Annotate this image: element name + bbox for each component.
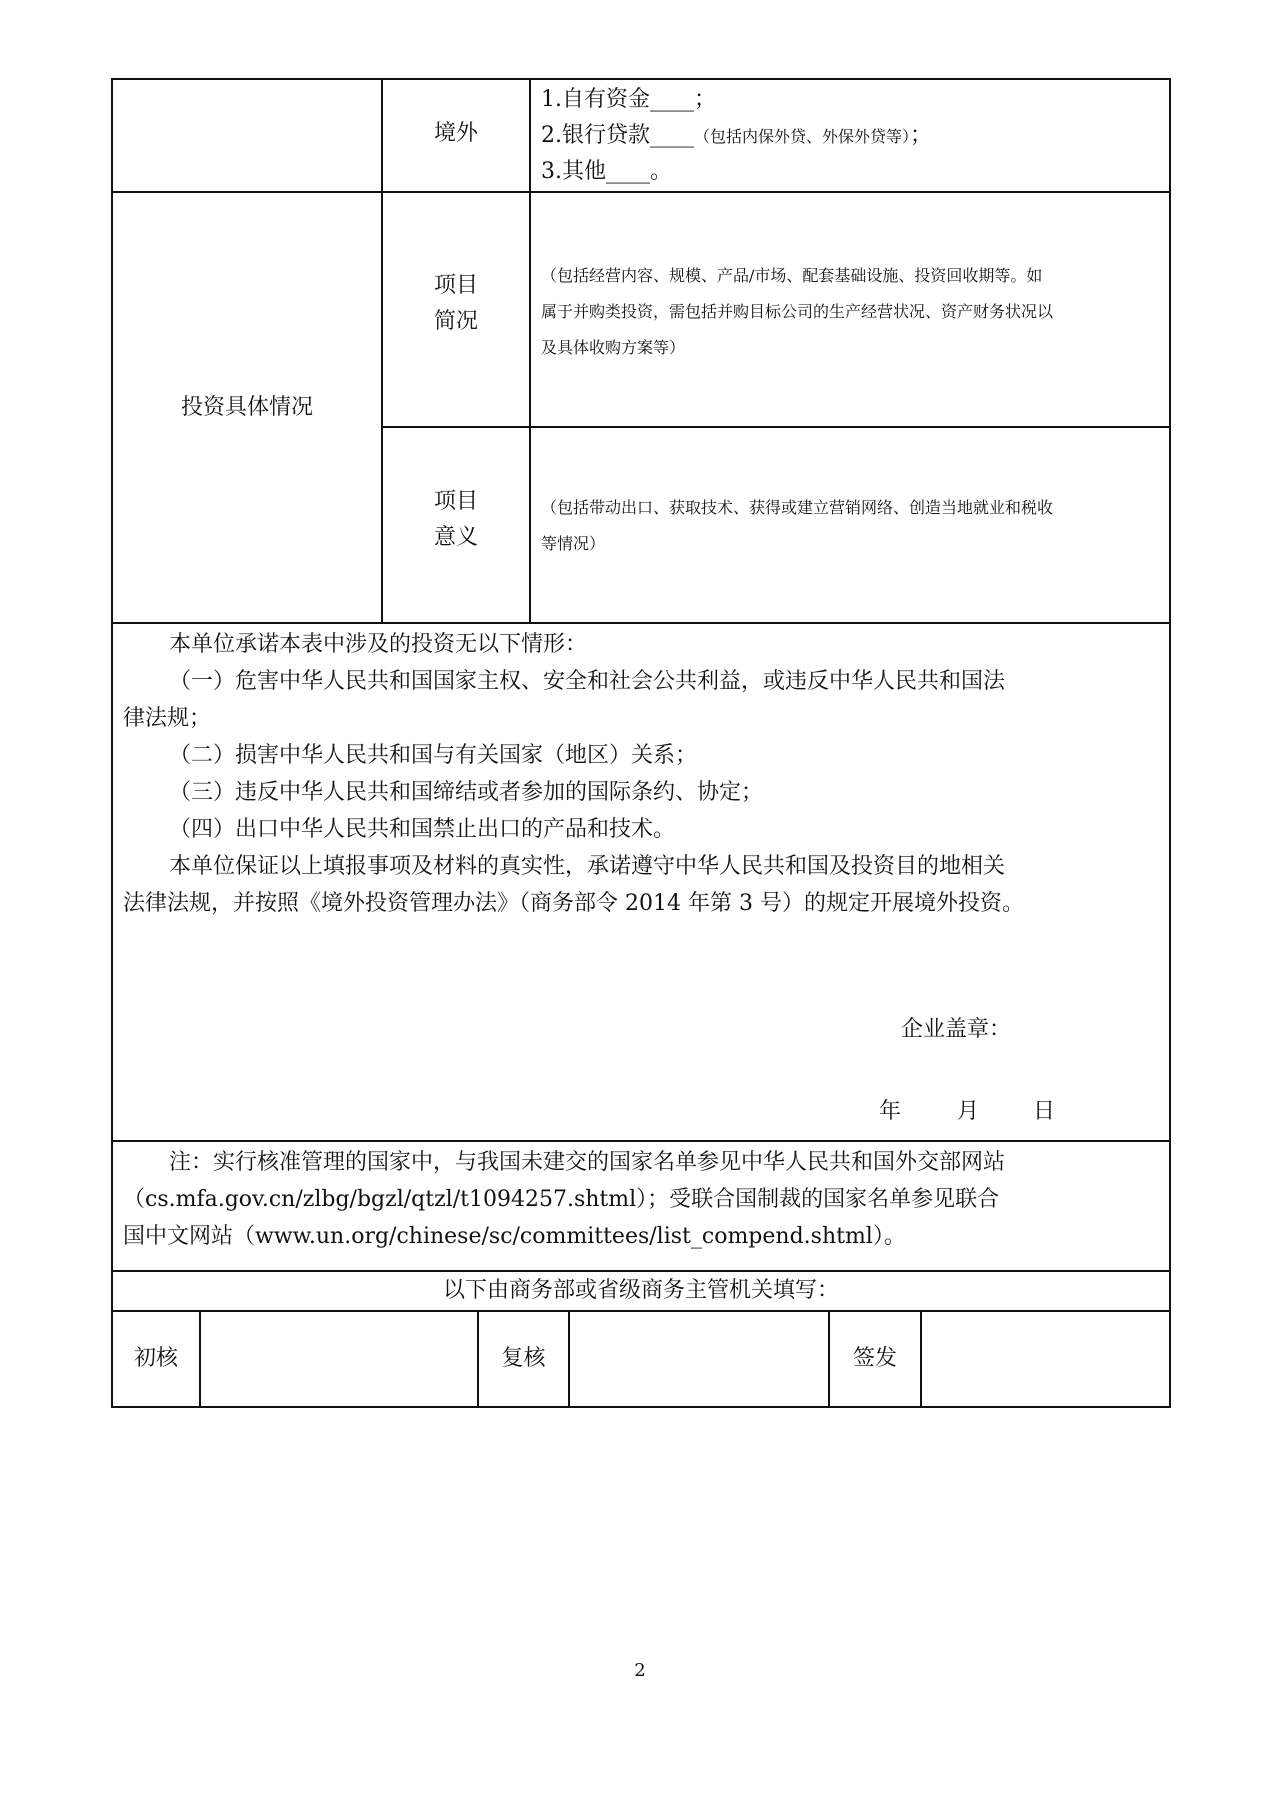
note-line-3: 国中文网站（www.un.org/chinese/sc/committees/list_compend.shtml）。 (123, 1224, 906, 1249)
date-month-label: 月 (957, 1099, 980, 1124)
row-divider (111, 1140, 1171, 1142)
commitment-item-2: （二）损害中华人民共和国与有关国家（地区）关系； (169, 743, 698, 768)
company-seal-label: 企业盖章： (901, 1017, 1012, 1042)
row-divider (381, 426, 1171, 428)
date-year-label: 年 (879, 1099, 902, 1124)
commitment-intro: 本单位承诺本表中涉及的投资无以下情形： (169, 632, 588, 657)
note-line-2: （cs.mfa.gov.cn/zlbg/bgzl/qtzl/t1094257.shtml）；受联合国制裁的国家名单参见联合 (123, 1187, 1000, 1212)
other-funds-line: 3.其他____。 (541, 159, 672, 184)
issue-field[interactable] (922, 1312, 1169, 1406)
table-border-bottom (111, 1406, 1171, 1408)
commitment-item-1-cont: 律法规； (123, 706, 212, 731)
second-review-label: 复核 (501, 1346, 546, 1371)
note-line-1: 注：实行核准管理的国家中，与我国未建交的国家名单参见中华人民共和国外交部网站 (169, 1150, 1006, 1175)
table-border-top (111, 78, 1171, 80)
column-divider (529, 78, 531, 624)
project-overview-note-3: 及具体收购方案等） (541, 338, 686, 357)
row-divider (111, 1270, 1171, 1272)
second-review-field[interactable] (570, 1312, 828, 1406)
project-overview-note-1: （包括经营内容、规模、产品/市场、配套基础设施、投资回收期等。如 (541, 266, 1043, 285)
bank-loan-line (541, 118, 932, 155)
row-divider (111, 191, 1171, 193)
project-overview-label-1: 项目 (433, 273, 478, 298)
table-border-left (111, 78, 113, 1408)
project-significance-note-2: 等情况） (541, 534, 606, 553)
bank-loan-end: ； (910, 123, 933, 148)
overseas-label: 境外 (433, 121, 478, 146)
initial-review-field[interactable] (201, 1312, 477, 1406)
row-divider (111, 622, 1171, 624)
project-overview-note-2: 属于并购类投资，需包括并购目标公司的生产经营状况、资产财务状况以 (541, 302, 1054, 321)
bank-loan-text: 2.银行贷款____ (541, 123, 694, 148)
commitment-item-3: （三）违反中华人民共和国缔结或者参加的国际条约、协定； (169, 780, 764, 805)
date-day-label: 日 (1033, 1099, 1056, 1124)
application-form-table (111, 78, 1171, 1408)
bank-loan-note: （包括内保外贷、外保外贷等） (694, 127, 911, 146)
project-overview-label-2: 简况 (433, 309, 478, 334)
authority-header: 以下由商务部或省级商务主管机关填写： (442, 1278, 839, 1303)
project-significance-note-1: （包括带动出口、获取技术、获得或建立营销网络、创造当地就业和税收 (541, 498, 1054, 517)
initial-review-label: 初核 (133, 1346, 178, 1371)
guarantee-statement: 本单位保证以上填报事项及材料的真实性，承诺遵守中华人民共和国及投资目的地相关 (169, 854, 1006, 879)
own-funds-line: 1.自有资金____； (541, 87, 716, 112)
project-significance-label-2: 意义 (433, 525, 478, 550)
commitment-item-4: （四）出口中华人民共和国禁止出口的产品和技术。 (169, 817, 676, 842)
guarantee-statement-cont: 法律法规，并按照《境外投资管理办法》（商务部令 2014 年第 3 号）的规定开展境外投资。 (123, 891, 1024, 916)
investment-details-label: 投资具体情况 (180, 395, 313, 420)
issue-label: 签发 (852, 1346, 897, 1371)
project-significance-label-1: 项目 (433, 489, 478, 514)
table-border-right (1169, 78, 1171, 1408)
page-number: 2 (634, 1660, 646, 1681)
commitment-item-1: （一）危害中华人民共和国国家主权、安全和社会公共利益，或违反中华人民共和国法 (169, 669, 1006, 694)
